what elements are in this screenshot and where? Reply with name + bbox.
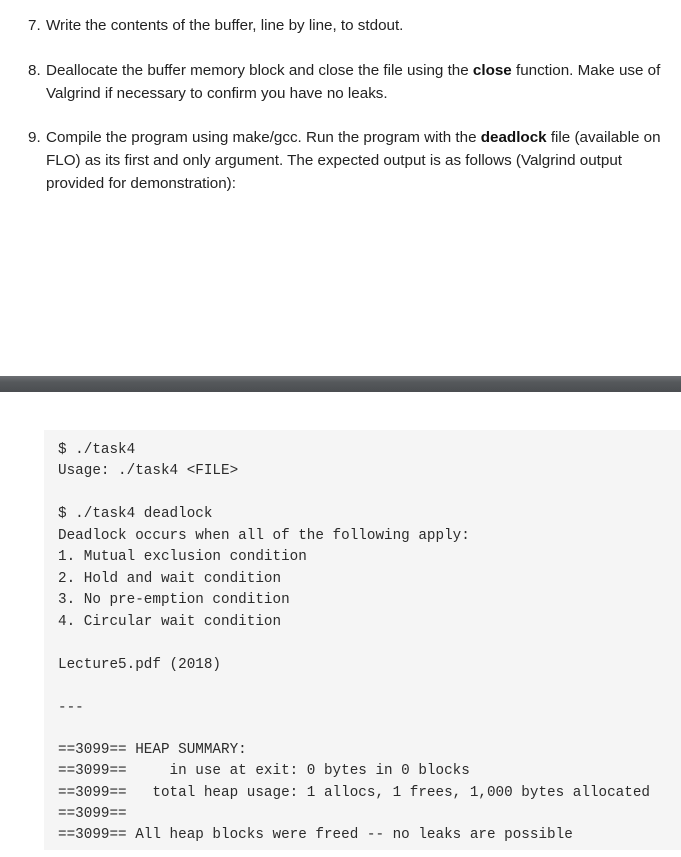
code-line: ==3099== total heap usage: 1 allocs, 1 frees, 1,000 bytes allocated xyxy=(58,785,650,801)
step-number: 9. xyxy=(28,129,41,146)
code-line: 2. Hold and wait condition xyxy=(58,571,282,587)
code-line: 4. Circular wait condition xyxy=(58,614,282,630)
code-line: Lecture5.pdf (2018) xyxy=(58,657,222,673)
step-text-part: Write the contents of the buffer, line by line, to stdout. xyxy=(46,17,404,34)
step-bold-term: deadlock xyxy=(480,129,547,146)
step-8 xyxy=(28,59,668,105)
code-block xyxy=(44,430,681,850)
code-line: ==3099== All heap blocks were freed -- no leaks are possible xyxy=(58,827,573,843)
step-text-part: Compile the program using make/gcc. Run the program with the xyxy=(46,129,481,146)
step-bold-term: close xyxy=(472,62,512,79)
code-line: ==3099== xyxy=(58,806,127,822)
step-text xyxy=(46,126,668,195)
step-number: 7. xyxy=(28,17,41,34)
step-number: 8. xyxy=(28,62,41,79)
step-text-part: Deallocate the buffer memory block and close the file using the xyxy=(46,62,473,79)
code-line: ==3099== in use at exit: 0 bytes in 0 blocks xyxy=(58,763,470,779)
page-divider xyxy=(0,376,681,392)
code-line: ==3099== HEAP SUMMARY: xyxy=(58,742,247,758)
code-line: Usage: ./task4 <FILE> xyxy=(58,463,239,479)
code-line: 3. No pre-emption condition xyxy=(58,592,290,608)
code-line: --- xyxy=(58,700,84,716)
step-9 xyxy=(28,126,668,195)
step-text xyxy=(46,14,668,37)
code-line: $ ./task4 xyxy=(58,442,136,458)
step-7 xyxy=(28,14,668,37)
step-text-part: function. Make use of Valgrind if necessary to confirm you have no leaks. xyxy=(46,62,661,102)
code-line: Deadlock occurs when all of the following apply: xyxy=(58,528,470,544)
code-line: 1. Mutual exclusion condition xyxy=(58,549,307,565)
step-text-part: file (available on FLO) as its first and only argument. The expected output is as follows (Valgrind output provided for demonstration): xyxy=(46,129,661,192)
code-line: $ ./task4 deadlock xyxy=(58,506,213,522)
step-text xyxy=(46,59,668,105)
